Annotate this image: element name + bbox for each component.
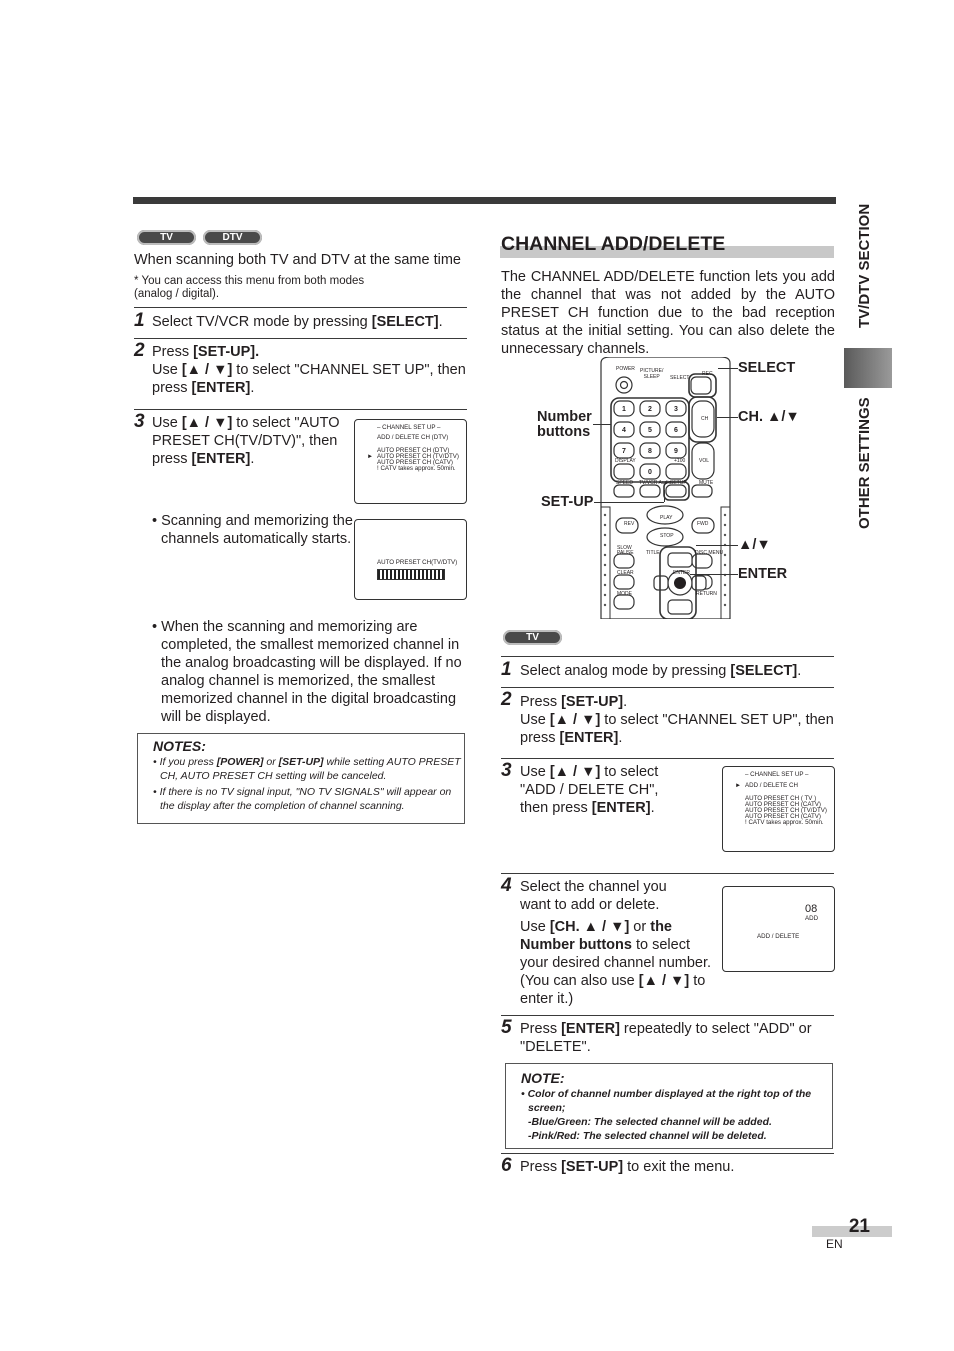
side-tab-tv-dtv: [844, 186, 892, 346]
text: or: [629, 919, 651, 935]
screen-line: ADD / DELETE CH (DTV): [377, 434, 449, 441]
text: to enter it.): [520, 973, 706, 1007]
text: .: [797, 663, 802, 679]
text: Select analog mode by pressing: [520, 663, 731, 679]
screen-line: ADD / DELETE CH: [745, 782, 798, 789]
divider: [134, 338, 467, 339]
screen-title: – CHANNEL SET UP –: [745, 771, 809, 778]
divider: [501, 1153, 834, 1154]
text: Press: [520, 1021, 562, 1037]
key: [ENTER]: [191, 451, 251, 467]
screen-channel-number: [722, 886, 835, 972]
step-number: 6: [501, 1155, 512, 1176]
text: while setting AUTO PRESET CH, AUTO PRESET CH setting will be canceled.: [160, 756, 461, 782]
notes-box: [137, 733, 465, 824]
callout-select: SELECT: [738, 360, 796, 376]
screen-line: ADD / DELETE: [757, 933, 800, 940]
remote-illustration: [598, 357, 733, 619]
key: [SET-UP]: [561, 694, 624, 710]
left-step1: [152, 313, 472, 331]
note-item: • If there is no TV signal input, "NO TV SIGNALS" will appear on the display after the completion of channel scanning.: [153, 786, 452, 812]
line: [152, 343, 472, 361]
remote-label: CH: [701, 416, 709, 422]
mode-tag-tv: TV: [137, 230, 196, 245]
svg-text:5: 5: [648, 427, 652, 434]
text: .: [650, 800, 655, 816]
text: to select "AUTO PRESET CH(TV/DTV)", then press: [152, 415, 340, 467]
key: [SET-UP].: [193, 344, 260, 360]
key: [▲ / ▼]: [638, 973, 690, 989]
mode-tag-dtv: DTV: [203, 230, 262, 245]
callout-line: [593, 424, 611, 425]
screen-line: AUTO PRESET CH (TV/DTV): [745, 807, 827, 814]
top-rule: [133, 197, 836, 204]
screen-line: AUTO PRESET CH(TV/DTV): [377, 559, 458, 566]
callout-line: [690, 574, 738, 575]
text: Press: [520, 694, 562, 710]
divider: [134, 409, 467, 410]
side-tab-other-settings: [844, 348, 892, 388]
step-number: 3: [501, 760, 512, 781]
note-item: -Blue/Green: The selected channel will be added.: [528, 1116, 772, 1128]
key: the Number buttons: [520, 919, 672, 953]
text: repeatedly to select "ADD" or "DELETE".: [520, 1021, 812, 1055]
callout-updown: ▲/▼: [738, 537, 771, 553]
remote-label: REC: [702, 371, 713, 377]
remote-label: PICTURE/ SLEEP: [640, 368, 664, 380]
svg-text:3: 3: [674, 406, 678, 413]
key: [▲ / ▼]: [181, 415, 233, 431]
text: Press: [520, 1159, 562, 1175]
note-title: NOTE:: [521, 1070, 565, 1086]
step-number: 2: [501, 689, 512, 710]
left-intro: When scanning both TV and DTV at the same time: [134, 252, 461, 268]
key: [ENTER]: [559, 730, 619, 746]
step-number: 1: [134, 310, 145, 331]
left-intro-note: * You can access this menu from both modes (analog / digital).: [134, 275, 365, 300]
screen-line: ! CATV takes approx. 50min.: [377, 465, 456, 472]
svg-text:6: 6: [674, 427, 678, 434]
remote-label: VOL: [699, 458, 710, 464]
divider: [501, 656, 834, 657]
note-item: • Color of channel number displayed at the right top of the screen;: [521, 1088, 812, 1114]
remote-label: POWER: [616, 366, 635, 372]
divider: [501, 873, 834, 874]
key: [ENTER]: [191, 380, 251, 396]
key: [CH. ▲ / ▼]: [549, 919, 630, 935]
remote-label: CLEAR: [617, 570, 634, 576]
key: [SET-UP]: [561, 1159, 624, 1175]
page-lang: EN: [826, 1237, 843, 1251]
remote-label: MUTE: [699, 480, 714, 486]
text: to select "CHANNEL SET UP", then: [600, 712, 834, 728]
side-tab-tv-dtv-label: TV/DTV SECTION: [856, 203, 873, 329]
key: [SET-UP]: [278, 756, 324, 768]
callout-line: [718, 368, 738, 369]
remote-svg: [598, 357, 733, 619]
divider: [501, 758, 834, 759]
text: to exit the menu.: [623, 1159, 735, 1175]
svg-text:0: 0: [648, 469, 652, 476]
note-box: [505, 1063, 833, 1149]
remote-label: TV/VCR Audio: [639, 480, 672, 486]
left-step3: [152, 414, 342, 468]
svg-text:7: 7: [622, 448, 626, 455]
text: • If you press: [153, 756, 217, 768]
channel-state: ADD: [805, 915, 819, 922]
screen-add-delete-menu: [722, 766, 835, 852]
text: Use: [520, 712, 550, 728]
remote-label: DISPLAY: [615, 458, 636, 464]
remote-label: SPEED: [616, 480, 633, 486]
step-number: 3: [134, 411, 145, 432]
right-step5: [520, 1020, 830, 1056]
line: [152, 361, 472, 379]
text: .: [250, 380, 255, 396]
right-step2: [520, 693, 834, 747]
divider: [134, 307, 467, 308]
note-item: -Pink/Red: The selected channel will be deleted.: [528, 1130, 767, 1142]
svg-text:1: 1: [622, 406, 626, 413]
text: to select "CHANNEL SET UP", then: [232, 362, 466, 378]
key: [POWER]: [216, 756, 264, 768]
right-step1: [520, 662, 834, 680]
callout-ch: CH. ▲/▼: [738, 409, 800, 425]
text: Use: [152, 362, 182, 378]
screen-line: ! CATV takes approx. 50min.: [745, 819, 824, 826]
left-bullet-scanning: • Scanning and memorizing the channels automatically starts.: [152, 513, 353, 547]
remote-label: RETURN: [696, 591, 717, 597]
callout-enter: ENTER: [738, 566, 788, 582]
svg-text:4: 4: [622, 427, 626, 434]
remote-label: +100: [674, 458, 686, 464]
cursor-icon: ►: [735, 782, 742, 789]
left-bullet-complete: • When the scanning and memorizing are completed, the smallest memorized channel in the analog broadcasting will be displayed. If no analog channel is memorized, the smallest memorized channel in the digital broadcasting will be displayed.: [152, 619, 462, 725]
mode-tag-tv: TV: [503, 630, 562, 645]
remote-label: SELECT: [670, 375, 690, 381]
callout-line: [594, 502, 664, 503]
remote-label: DISC MENU: [695, 550, 724, 556]
cursor-icon: ►: [367, 453, 374, 460]
text: .: [438, 314, 443, 330]
remote-label: TITLE: [646, 550, 660, 556]
text: .: [618, 730, 623, 746]
screen-line: AUTO PRESET CH (TV/DTV): [377, 453, 459, 460]
key: [ENTER]: [591, 800, 651, 816]
side-tab-other-label: OTHER SETTINGS: [856, 397, 873, 529]
screen-line: AUTO PRESET CH ( TV ): [745, 795, 817, 802]
line: [520, 729, 834, 747]
screen-line: AUTO PRESET CH (CATV): [745, 813, 821, 820]
step-number: 1: [501, 659, 512, 680]
right-step3: [520, 763, 670, 817]
svg-text:8: 8: [648, 448, 652, 455]
text: press: [152, 380, 192, 396]
remote-label: PAUSE: [617, 550, 634, 556]
remote-label: PLAY: [660, 515, 673, 521]
channel-number: 08: [805, 903, 818, 915]
line: [520, 693, 834, 711]
screen-line: AUTO PRESET CH (DTV): [377, 447, 450, 454]
screen-channel-setup: [354, 419, 467, 504]
callout-line: [717, 417, 738, 418]
text: to select your desired channel number. (You can also use: [520, 937, 712, 989]
text: to select "ADD / DELETE CH", then press: [520, 764, 659, 816]
right-step6: [520, 1158, 830, 1176]
text: Use: [152, 415, 182, 431]
remote-label: FWD: [697, 521, 709, 527]
right-step4-a: Select the channel you want to add or delete.: [520, 879, 667, 913]
text: press: [520, 730, 560, 746]
page-title: CHANNEL ADD/DELETE: [501, 233, 726, 255]
remote-label: REV: [624, 521, 635, 527]
step-number: 2: [134, 340, 145, 361]
remote-label: SETUP: [670, 480, 687, 486]
line: [152, 379, 472, 397]
key: [▲ / ▼]: [549, 712, 601, 728]
remote-label: ENTER: [673, 570, 690, 576]
right-step4-b: [520, 918, 716, 1008]
side-tab-other-settings-text: [844, 388, 892, 538]
screen-line: AUTO PRESET CH (CATV): [745, 801, 821, 808]
callout-line: [664, 490, 665, 502]
callout-setup: SET-UP: [541, 494, 594, 510]
page-number: 21: [848, 1216, 870, 1237]
remote-label: STOP: [660, 533, 674, 539]
text: or: [263, 756, 279, 768]
svg-text:9: 9: [674, 448, 678, 455]
key: [▲ / ▼]: [549, 764, 601, 780]
screen-auto-preset: [354, 519, 467, 600]
key: [ENTER]: [561, 1021, 620, 1037]
step-number: 4: [501, 875, 512, 896]
notes-title: NOTES:: [153, 738, 206, 754]
text: Use: [520, 919, 550, 935]
key: [SELECT]: [730, 663, 798, 679]
text: .: [623, 694, 628, 710]
note-item: [153, 755, 465, 783]
text: .: [250, 451, 255, 467]
left-step2: [152, 343, 472, 397]
line: [520, 711, 834, 729]
callout-number-buttons: Number buttons: [537, 409, 592, 440]
svg-text:2: 2: [648, 406, 652, 413]
screen-title: – CHANNEL SET UP –: [377, 424, 441, 431]
text: Use: [520, 764, 550, 780]
step-number: 5: [501, 1017, 512, 1038]
key: [▲ / ▼]: [181, 362, 233, 378]
divider: [501, 687, 834, 688]
screen-line: AUTO PRESET CH (CATV): [377, 459, 453, 466]
text: Press: [152, 344, 194, 360]
text: Select TV/VCR mode by pressing: [152, 314, 372, 330]
divider: [501, 1015, 834, 1016]
right-intro: The CHANNEL ADD/DELETE function lets you add the channel that was not added by the AUTO PRESET CH function due to the bad reception status at the initial setting. You can also delete the unnecessary channels.: [501, 269, 835, 357]
remote-label: MODE: [617, 591, 632, 597]
remote-label: SLOW: [617, 545, 632, 551]
progress-bar: [377, 569, 445, 580]
callout-line: [696, 545, 738, 546]
key: [SELECT]: [371, 314, 439, 330]
